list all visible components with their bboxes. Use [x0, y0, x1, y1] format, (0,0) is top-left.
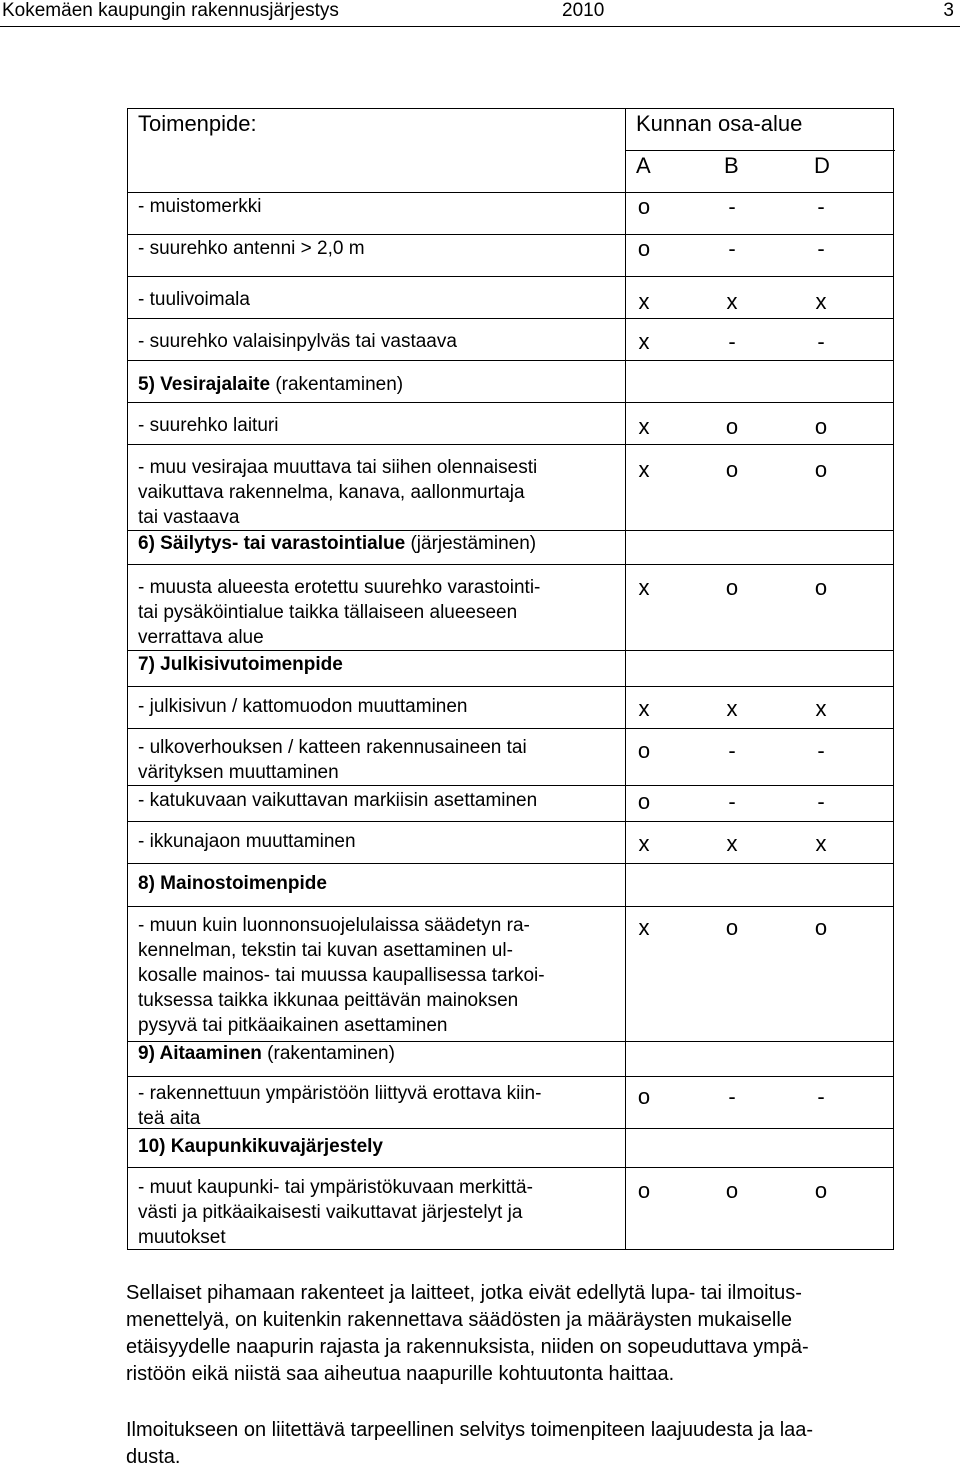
row-divider [128, 906, 893, 907]
value-cell: - [728, 1084, 736, 1109]
row-divider [128, 402, 893, 403]
body-paragraph: Ilmoitukseen on liitettävä tarpeellinen selvitys toimenpiteen laajuudesta ja laa- dusta. [126, 1419, 814, 1468]
section-heading: 10) Kaupunkikuvajärjestely [138, 1136, 383, 1157]
row-divider [128, 650, 893, 651]
row-divider [128, 863, 893, 864]
value-cell: o [814, 575, 828, 600]
section-heading: 6) Säilytys- tai varastointialue (järjestäminen) [138, 533, 537, 554]
value-cell: o [725, 575, 739, 600]
value-cell: o [814, 414, 828, 439]
row-label: - ikkunajaon muuttaminen [138, 831, 356, 852]
value-cell: o [725, 414, 739, 439]
row-divider [128, 234, 893, 235]
value-cell: x [726, 696, 738, 721]
row-label: - katukuvaan vaikuttavan markiisin asettaminen [138, 790, 538, 811]
row-divider [128, 564, 893, 565]
measures-table [127, 108, 894, 1250]
value-cell: o [725, 457, 739, 482]
body-paragraph: Sellaiset pihamaan rakenteet ja laitteet, jotka eivät edellytä lupa- tai ilmoitus- menettelyä, on kuitenkin rakennettava säädösten ja määräysten mukaiselle etäisyydelle naapurin rajasta ja rakennuksista, niiden on sopeuduttava ympä- ristöön eikä niistä saa aiheutua naapurille kohtuutonta haittaa. [126, 1282, 809, 1385]
value-cell: - [817, 738, 825, 763]
row-label: - suurehko laituri [138, 415, 279, 436]
toimenpide-header: Toimenpide: [138, 111, 257, 136]
value-cell: - [817, 789, 825, 814]
value-cell: x [638, 575, 650, 600]
value-cell: x [638, 696, 650, 721]
row-divider [626, 150, 895, 151]
row-label: - muu vesirajaa muuttava tai siihen olennaisesti vaikuttava rakennelma, kanava, aallonmurtaja tai vastaava [138, 457, 538, 528]
value-cell: o [637, 1178, 651, 1203]
row-divider [128, 686, 893, 687]
page-header [0, 0, 960, 27]
row-divider [128, 785, 893, 786]
section-heading: 8) Mainostoimenpide [138, 873, 327, 894]
value-cell: - [728, 236, 736, 261]
row-label: - muistomerkki [138, 196, 262, 217]
row-divider [128, 192, 893, 193]
value-cell: - [817, 329, 825, 354]
value-cell: x [726, 831, 738, 856]
row-divider [128, 728, 893, 729]
document-year: 2010 [562, 0, 605, 21]
column-d-header: D [814, 153, 830, 178]
value-cell: o [814, 915, 828, 940]
row-divider [128, 821, 893, 822]
row-label: - suurehko antenni > 2,0 m [138, 238, 365, 259]
value-cell: o [637, 738, 651, 763]
value-cell: - [728, 789, 736, 814]
row-divider [128, 444, 893, 445]
row-label: - tuulivoimala [138, 289, 250, 310]
value-cell: o [725, 1178, 739, 1203]
value-cell: - [817, 194, 825, 219]
value-cell: x [638, 457, 650, 482]
value-cell: x [638, 831, 650, 856]
value-cell: o [637, 789, 651, 814]
value-cell: x [638, 414, 650, 439]
section-heading: 5) Vesirajalaite (rakentaminen) [138, 374, 404, 395]
value-cell: - [817, 236, 825, 261]
value-cell: x [815, 831, 827, 856]
row-label: - suurehko valaisinpylväs tai vastaava [138, 331, 457, 352]
value-cell: o [637, 236, 651, 261]
value-cell: o [814, 1178, 828, 1203]
row-divider [128, 360, 893, 361]
value-cell: - [728, 738, 736, 763]
row-label: - muun kuin luonnonsuojelulaissa säädetyn ra- kennelman, tekstin tai kuvan asettaminen ul- kosalle mainos- tai muussa kaupallisessa tarkoi- tuksessa taikka ikkunaa peittävän mainoksen pysyvä tai pitkäaikainen asettaminen [138, 915, 545, 1036]
row-label: - muut kaupunki- tai ympäristökuvaan merkittä- västi ja pitkäaikaisesti vaikuttavat järjestelyt ja muutokset [138, 1177, 533, 1248]
value-cell: x [815, 696, 827, 721]
value-cell: x [726, 289, 738, 314]
value-cell: o [725, 915, 739, 940]
page-number: 3 [943, 0, 954, 21]
row-label: - julkisivun / kattomuodon muuttaminen [138, 696, 468, 717]
value-cell: - [817, 1084, 825, 1109]
value-cell: x [815, 289, 827, 314]
row-divider [128, 318, 893, 319]
value-cell: x [638, 915, 650, 940]
row-divider [128, 276, 893, 277]
section-heading: 7) Julkisivutoimenpide [138, 654, 343, 675]
column-a-header: A [636, 153, 651, 178]
section-heading: 9) Aitaaminen (rakentaminen) [138, 1043, 395, 1064]
row-label: - muusta alueesta erotettu suurehko varastointi- tai pysäköintialue taikka tällaiseen alueeseen verrattava alue [138, 577, 541, 648]
document-title: Kokemäen kaupungin rakennusjärjestys [2, 0, 339, 21]
area-header: Kunnan osa-alue [636, 111, 803, 136]
value-cell: o [814, 457, 828, 482]
value-cell: - [728, 329, 736, 354]
value-cell: x [638, 329, 650, 354]
column-divider [625, 109, 626, 1249]
row-label: - ulkoverhouksen / katteen rakennusaineen tai värityksen muuttaminen [138, 737, 527, 783]
row-divider [128, 1167, 893, 1168]
row-label: - rakennettuun ympäristöön liittyvä erottava kiin- teä aita [138, 1083, 542, 1129]
value-cell: x [638, 289, 650, 314]
value-cell: o [637, 1084, 651, 1109]
value-cell: o [637, 194, 651, 219]
column-b-header: B [724, 153, 739, 178]
value-cell: - [728, 194, 736, 219]
row-divider [128, 1076, 893, 1077]
